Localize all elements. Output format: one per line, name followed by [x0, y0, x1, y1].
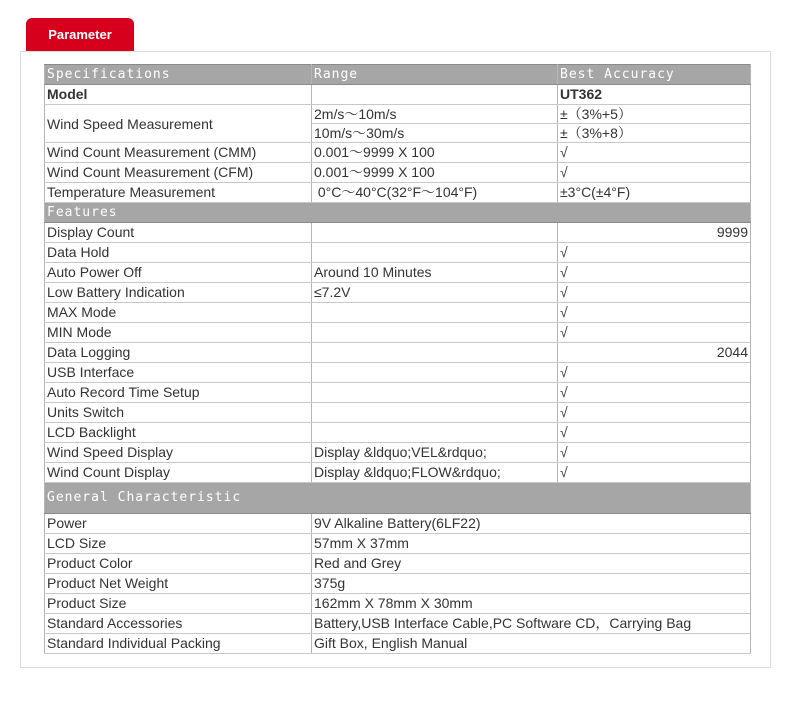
- feature-row: [45, 323, 751, 343]
- general-value: Gift Box, English Manual: [312, 634, 751, 654]
- general-label: LCD Size: [45, 534, 312, 554]
- spec-range: 0.001～9999 X 100: [312, 143, 558, 163]
- header-range: Range: [312, 65, 558, 85]
- general-label: Standard Individual Packing: [45, 634, 312, 654]
- feature-row: [45, 383, 751, 403]
- features-header-row: [45, 203, 751, 223]
- wind-speed-label: Wind Speed Measurement: [45, 105, 312, 143]
- spec-range: 0.001～9999 X 100: [312, 163, 558, 183]
- feature-value: √: [558, 423, 751, 443]
- feature-label: MIN Mode: [45, 323, 312, 343]
- general-value: Red and Grey: [312, 554, 751, 574]
- feature-row: [45, 343, 751, 363]
- model-row: [45, 85, 751, 105]
- general-label: Power: [45, 514, 312, 534]
- spec-accuracy: √: [558, 163, 751, 183]
- spec-label: Temperature Measurement: [45, 183, 312, 203]
- feature-range: [312, 423, 558, 443]
- wind-speed-range-2: 10m/s～30m/s: [312, 124, 558, 143]
- feature-range: Around 10 Minutes: [312, 263, 558, 283]
- feature-row: [45, 403, 751, 423]
- feature-value: √: [558, 263, 751, 283]
- feature-label: Units Switch: [45, 403, 312, 423]
- feature-range: Display &ldquo;VEL&rdquo;: [312, 443, 558, 463]
- general-row: [45, 534, 751, 554]
- feature-value: √: [558, 303, 751, 323]
- feature-value: √: [558, 383, 751, 403]
- general-value: 9V Alkaline Battery(6LF22): [312, 514, 751, 534]
- general-row: [45, 574, 751, 594]
- general-value: 375g: [312, 574, 751, 594]
- general-value: 57mm X 37mm: [312, 534, 751, 554]
- feature-value: √: [558, 463, 751, 483]
- spec-label: Wind Count Measurement (CMM): [45, 143, 312, 163]
- feature-label: Data Hold: [45, 243, 312, 263]
- feature-label: Auto Power Off: [45, 263, 312, 283]
- header-specifications: Specifications: [45, 65, 312, 85]
- feature-label: MAX Mode: [45, 303, 312, 323]
- feature-label: Wind Speed Display: [45, 443, 312, 463]
- feature-row: [45, 263, 751, 283]
- feature-range: [312, 323, 558, 343]
- feature-label: Data Logging: [45, 343, 312, 363]
- table-header-row: [45, 65, 751, 85]
- wind-speed-accuracy-1: ±（3%+5）: [558, 105, 751, 124]
- feature-range: [312, 243, 558, 263]
- feature-row: [45, 243, 751, 263]
- wind-speed-accuracy-2: ±（3%+8）: [558, 124, 751, 143]
- general-label: Product Net Weight: [45, 574, 312, 594]
- general-row: [45, 514, 751, 534]
- spec-table: [44, 64, 751, 654]
- feature-label: Low Battery Indication: [45, 283, 312, 303]
- feature-value: √: [558, 243, 751, 263]
- spec-range: 0°C～40°C(32°F～104°F): [312, 183, 558, 203]
- feature-row: [45, 363, 751, 383]
- feature-row: [45, 423, 751, 443]
- feature-range: [312, 383, 558, 403]
- feature-value: 2044: [558, 343, 751, 363]
- feature-value: √: [558, 323, 751, 343]
- general-row: [45, 614, 751, 634]
- feature-label: Display Count: [45, 223, 312, 243]
- feature-range: [312, 223, 558, 243]
- wind-speed-range-1: 2m/s～10m/s: [312, 105, 558, 124]
- feature-label: LCD Backlight: [45, 423, 312, 443]
- table-row: [45, 163, 751, 183]
- model-value: UT362: [558, 85, 751, 105]
- general-label: Standard Accessories: [45, 614, 312, 634]
- general-label: Product Color: [45, 554, 312, 574]
- spec-label: Wind Count Measurement (CFM): [45, 163, 312, 183]
- general-value: Battery,USB Interface Cable,PC Software CD，Carrying Bag: [312, 614, 751, 634]
- feature-value: √: [558, 363, 751, 383]
- feature-row: [45, 443, 751, 463]
- feature-row: [45, 283, 751, 303]
- feature-range: [312, 403, 558, 423]
- general-title: General Characteristic: [45, 483, 751, 514]
- model-range: [312, 85, 558, 105]
- feature-range: ≤7.2V: [312, 283, 558, 303]
- feature-range: [312, 303, 558, 323]
- feature-range: Display &ldquo;FLOW&rdquo;: [312, 463, 558, 483]
- general-row: [45, 634, 751, 654]
- feature-value: 9999: [558, 223, 751, 243]
- feature-range: [312, 343, 558, 363]
- general-row: [45, 594, 751, 614]
- feature-label: Wind Count Display: [45, 463, 312, 483]
- feature-row: [45, 223, 751, 243]
- feature-row: [45, 303, 751, 323]
- table-row: [45, 143, 751, 163]
- spec-accuracy: √: [558, 143, 751, 163]
- general-value: 162mm X 78mm X 30mm: [312, 594, 751, 614]
- model-label: Model: [45, 85, 312, 105]
- feature-value: √: [558, 403, 751, 423]
- feature-value: √: [558, 283, 751, 303]
- wind-speed-row-1: [45, 105, 751, 124]
- feature-label: USB Interface: [45, 363, 312, 383]
- header-best-accuracy: Best Accuracy: [558, 65, 751, 85]
- feature-range: [312, 363, 558, 383]
- general-label: Product Size: [45, 594, 312, 614]
- tab-parameter[interactable]: Parameter: [26, 18, 134, 52]
- feature-row: [45, 463, 751, 483]
- feature-value: √: [558, 443, 751, 463]
- general-header-row: [45, 483, 751, 514]
- feature-label: Auto Record Time Setup: [45, 383, 312, 403]
- table-row: [45, 183, 751, 203]
- general-row: [45, 554, 751, 574]
- features-title: Features: [45, 203, 751, 223]
- spec-accuracy: ±3°C(±4°F): [558, 183, 751, 203]
